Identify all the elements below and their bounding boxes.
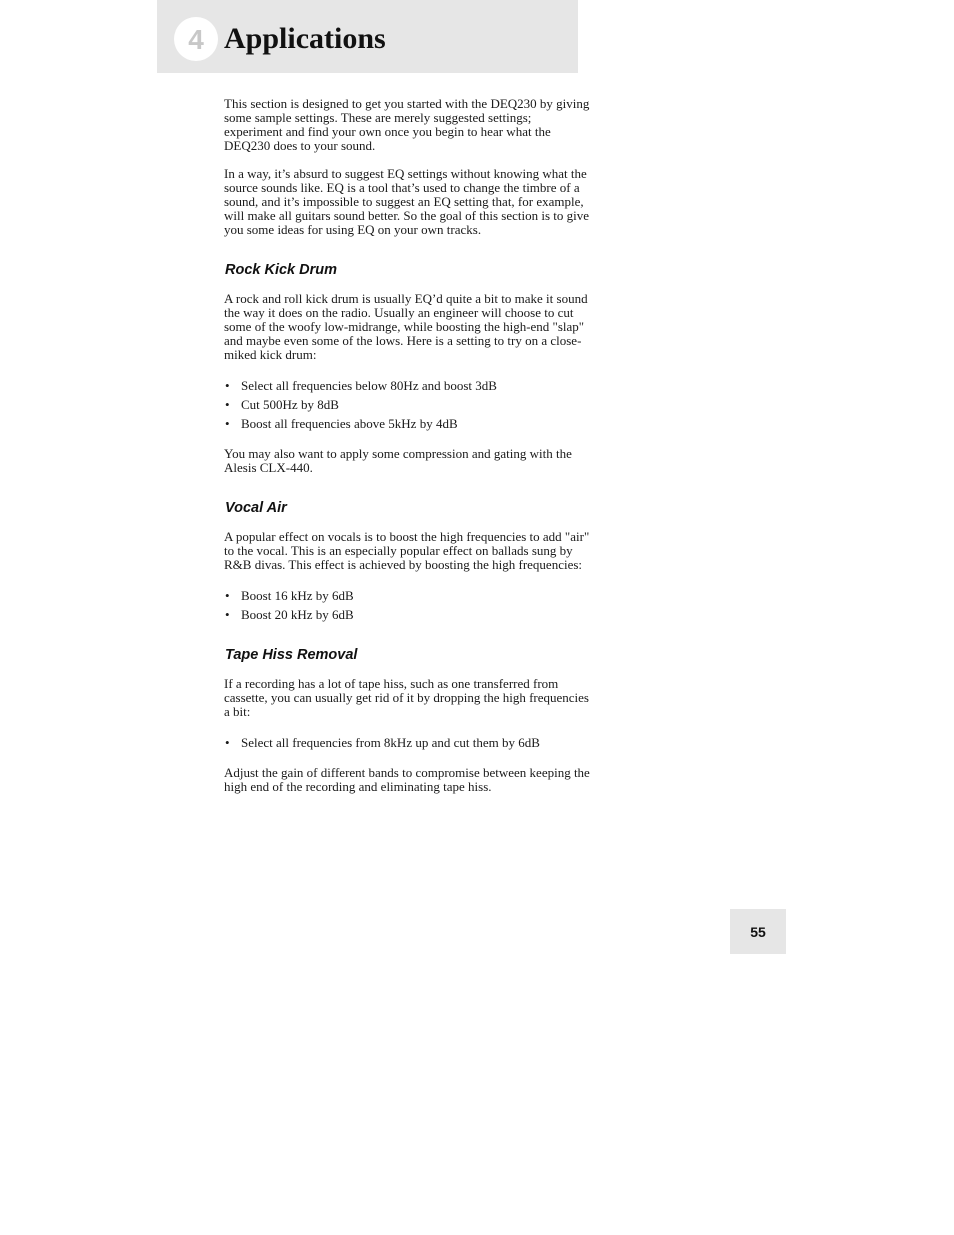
chapter-title: Applications	[224, 22, 386, 55]
list-item	[224, 379, 592, 393]
section-heading-vocal-air: Vocal Air	[225, 500, 287, 516]
section-heading-tape-hiss-removal: Tape Hiss Removal	[225, 647, 358, 663]
bullet-marker: •	[225, 735, 230, 750]
list-item	[224, 608, 592, 622]
bullet-marker: •	[225, 588, 230, 603]
vocal-air-paragraph: A popular effect on vocals is to boost the high frequencies to add "air" to the vocal. This is an especially popular effect on ballads sung by R&B divas. This effect is achieved by boosting the high frequencies:	[224, 529, 590, 572]
bullet-marker: •	[225, 416, 230, 431]
page-number: 55	[730, 909, 786, 954]
list-item	[224, 736, 592, 750]
bullet-marker: •	[225, 378, 230, 393]
bullet-marker: •	[225, 607, 230, 622]
list-item	[224, 589, 592, 603]
list-item	[224, 398, 592, 412]
rock-kick-drum-note: You may also want to apply some compression and gating with the Alesis CLX-440.	[224, 446, 572, 475]
rock-kick-drum-paragraph: A rock and roll kick drum is usually EQ’d quite a bit to make it sound the way it does on the radio. Usually an engineer will choose to cut some of the woofy low-midrange, while boosting the high-end "slap" and maybe even some of the lows. Here is a setting to try on a close-miked kick drum:	[224, 291, 588, 362]
tape-hiss-note: Adjust the gain of different bands to compromise between keeping the high end of the recording and eliminating tape hiss.	[224, 765, 590, 794]
page-content	[224, 97, 592, 808]
tape-hiss-paragraph: If a recording has a lot of tape hiss, such as one transferred from cassette, you can usually get rid of it by dropping the high frequencies a bit:	[224, 676, 589, 719]
bullet-marker: •	[225, 397, 230, 412]
tape-hiss-list	[224, 736, 592, 750]
list-item	[224, 417, 592, 431]
list-item-text: Boost all frequencies above 5kHz by 4dB	[241, 416, 458, 431]
vocal-air-list	[224, 589, 592, 622]
list-item-text: Cut 500Hz by 8dB	[241, 397, 339, 412]
intro-paragraph: This section is designed to get you started with the DEQ230 by giving some sample settings. These are merely suggested settings; experiment and find your own once you begin to hear what the DEQ230 does to your sound.	[224, 96, 590, 153]
intro-paragraph: In a way, it’s absurd to suggest EQ settings without knowing what the source sounds like. EQ is a tool that’s used to change the timbre of a sound, and it’s impossible to suggest an EQ setting that, for example, will make all guitars sound better. So the goal of this section is to give you some ideas for using EQ on your own tracks.	[224, 166, 590, 237]
list-item-text: Select all frequencies from 8kHz up and cut them by 6dB	[241, 735, 540, 750]
list-item-text: Select all frequencies below 80Hz and boost 3dB	[241, 378, 497, 393]
rock-kick-drum-list	[224, 379, 592, 431]
chapter-number-badge: 4	[174, 17, 218, 61]
section-heading-rock-kick-drum: Rock Kick Drum	[225, 262, 338, 278]
list-item-text: Boost 16 kHz by 6dB	[241, 588, 354, 603]
list-item-text: Boost 20 kHz by 6dB	[241, 607, 354, 622]
